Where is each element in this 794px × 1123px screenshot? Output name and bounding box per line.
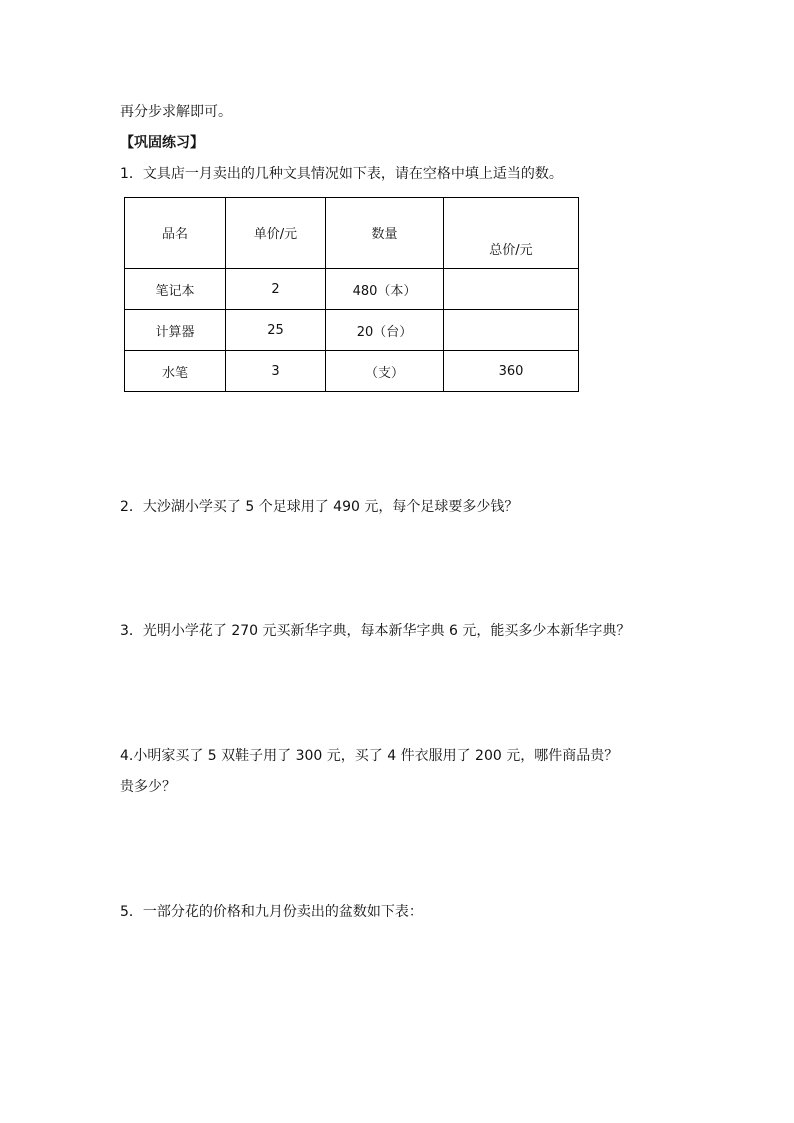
question-3-text: 3．光明小学花了 270 元买新华字典，每本新华字典 6 元，能买多少本新华字典？ — [120, 623, 631, 639]
answer-cell[interactable]: （支） — [326, 351, 444, 392]
answer-cell[interactable] — [444, 269, 579, 310]
table-cell: 3 — [226, 351, 326, 392]
table-header-row — [125, 198, 579, 269]
question-4-text-line-1: 4.小明家买了 5 双鞋子用了 300 元，买了 4 件衣服用了 200 元，哪件商品贵？ — [120, 748, 619, 764]
question-4-text-line-2: 贵多少？ — [120, 779, 176, 795]
question-1-text: 1．文具店一月卖出的几种文具情况如下表，请在空格中填上适当的数。 — [120, 166, 563, 182]
section-title: 【巩固练习】 — [120, 135, 204, 151]
intro-line: 再分步求解即可。 — [120, 104, 232, 120]
table-cell: 水笔 — [125, 351, 226, 392]
question-2-text: 2．大沙湖小学买了 5 个足球用了 490 元，每个足球要多少钱？ — [120, 499, 519, 515]
table-cell: 计算器 — [125, 310, 226, 351]
header-cell: 品名 — [125, 198, 226, 269]
table-cell: 25 — [226, 310, 326, 351]
header-cell: 数量 — [326, 198, 444, 269]
header-cell: 单价/元 — [226, 198, 326, 269]
table-cell: 480（本） — [326, 269, 444, 310]
table-row — [125, 269, 579, 310]
header-cell: 总价/元 — [444, 198, 579, 269]
question-5-text: 5．一部分花的价格和九月份卖出的盆数如下表： — [120, 904, 423, 920]
table-row — [125, 310, 579, 351]
table-cell: 360 — [444, 351, 579, 392]
table-cell: 笔记本 — [125, 269, 226, 310]
stationery-table — [124, 197, 579, 392]
table-cell: 2 — [226, 269, 326, 310]
answer-cell[interactable] — [444, 310, 579, 351]
table-row — [125, 351, 579, 392]
table-cell: 20（台） — [326, 310, 444, 351]
